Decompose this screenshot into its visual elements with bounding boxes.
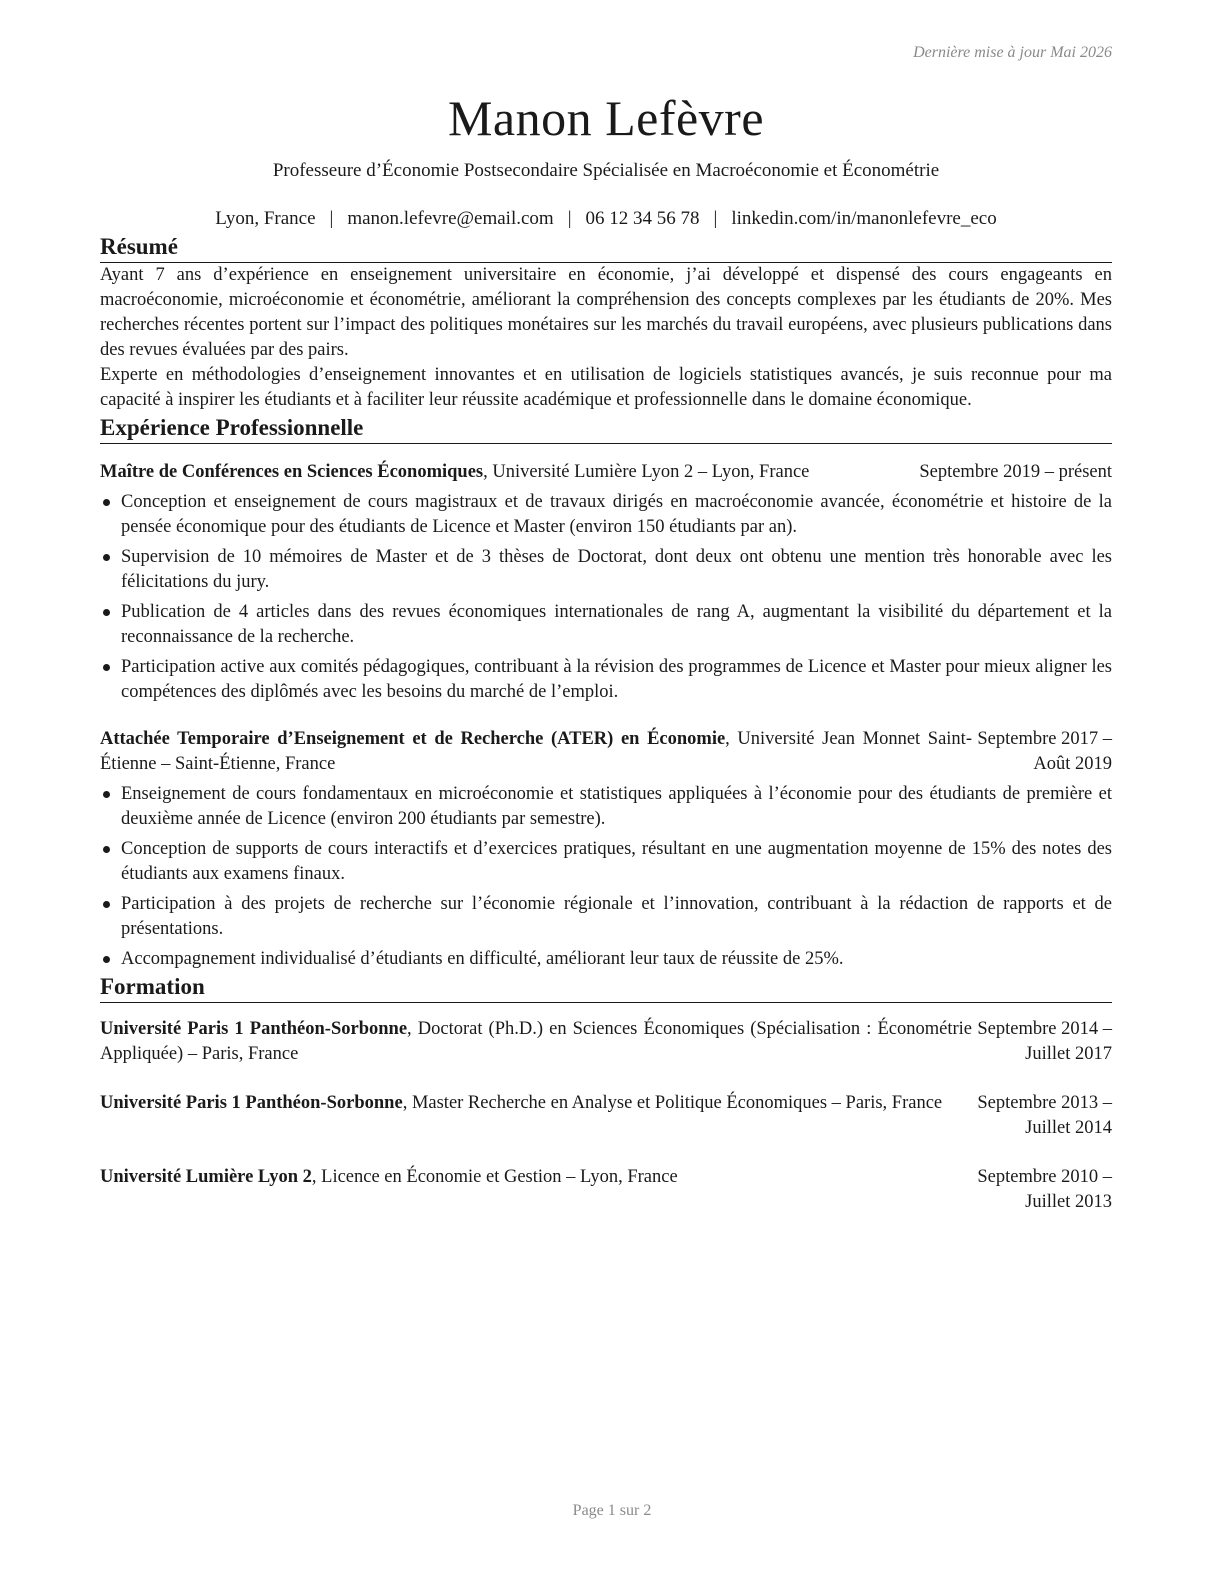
experience-title-line	[100, 727, 972, 777]
education-detail: , Doctorat (Ph.D.) en Sciences Économiques (Spécialisation : Économétrie Appliquée) – Paris, France	[100, 1019, 972, 1064]
section-title-experience: Expérience Professionnelle	[100, 413, 1112, 444]
section-title-resume: Résumé	[100, 232, 1112, 263]
last-updated: Dernière mise à jour Mai 2026	[913, 44, 1112, 61]
education-dates: Septembre 2014 – Juillet 2017	[977, 1019, 1112, 1064]
experience-header	[100, 460, 1112, 485]
contact-separator: |	[567, 208, 572, 229]
experience-role: Maître de Conférences en Sciences Économiques	[100, 462, 484, 482]
contact-separator: |	[713, 208, 718, 229]
bullet-item: Conception de supports de cours interactifs et d’exercices pratiques, résultant en une augmentation moyenne de 15% des notes des étudiants aux examens finaux.	[100, 837, 1112, 887]
bullet-item: Conception et enseignement de cours magistraux et de travaux dirigés en macroéconomie avancée, économétrie et histoire de la pensée économique pour des étudiants de Licence et Master (environ 150 étudiants par an).	[100, 490, 1112, 540]
education-title-line	[100, 1165, 972, 1190]
experience-place: , Université Lumière Lyon 2 – Lyon, France	[483, 462, 810, 482]
contact-phone: 06 12 34 56 78	[585, 208, 700, 229]
section-title-formation: Formation	[100, 972, 1112, 1003]
education-dates: Septembre 2013 – Juillet 2014	[977, 1093, 1112, 1138]
candidate-subtitle: Professeure d’Économie Postsecondaire Spécialisée en Macroéconomie et Économétrie	[272, 160, 940, 181]
education-school: Université Lumière Lyon 2	[100, 1167, 312, 1187]
contact-separator: |	[329, 208, 334, 229]
education-entry	[100, 1091, 1112, 1141]
experience-title-line	[100, 460, 876, 485]
education-school: Université Paris 1 Panthéon-Sorbonne	[100, 1019, 408, 1039]
experience-entry	[100, 727, 1112, 972]
education-entry	[100, 1165, 1112, 1215]
experience-role: Attachée Temporaire d’Enseignement et de Recherche (ATER) en Économie	[100, 729, 726, 749]
resume-paragraph: Ayant 7 ans d’expérience en enseignement universitaire en économie, j’ai développé et dispensé des cours engageants en macroéconomie, microéconomie et économétrie, améliorant la compréhension des concepts complexes par les étudiants de 20%. Mes recherches récentes portent sur l’impact des politiques monétaires sur les marchés du travail européens, avec plusieurs publications dans des revues évaluées par des pairs.	[100, 265, 1112, 360]
experience-dates: Septembre 2017 – Août 2019	[977, 729, 1112, 774]
bullet-item: Accompagnement individualisé d’étudiants en difficulté, améliorant leur taux de réussite de 25%.	[100, 947, 1112, 972]
candidate-name: Manon Lefèvre	[447, 90, 765, 146]
contact-location: Lyon, France	[215, 208, 316, 229]
bullet-item: Enseignement de cours fondamentaux en microéconomie et statistiques appliquées à l’économie pour des étudiants de première et deuxième année de Licence (environ 200 étudiants par semestre).	[100, 782, 1112, 832]
resume-paragraph: Experte en méthodologies d’enseignement innovantes et en utilisation de logiciels statistiques avancés, je suis reconnue pour ma capacité à inspirer les étudiants et à faciliter leur réussite académique et professionnelle dans le domaine économique.	[100, 365, 1112, 410]
contact-linkedin[interactable]: linkedin.com/in/manonlefevre_eco	[731, 208, 997, 229]
contact-line	[100, 206, 1112, 232]
education-title-line	[100, 1017, 972, 1067]
experience-place: , Université Jean Monnet Saint-Étienne – Saint-Étienne, France	[100, 729, 972, 774]
contact-email[interactable]: manon.lefevre@email.com	[347, 208, 554, 229]
experience-bullets	[100, 782, 1112, 972]
bullet-item: Publication de 4 articles dans des revues économiques internationales de rang A, augmentant la visibilité du département et la reconnaissance de la recherche.	[100, 600, 1112, 650]
resume-page	[100, 40, 1112, 1215]
bullet-item: Participation active aux comités pédagogiques, contribuant à la révision des programmes de Licence et Master pour mieux aligner les compétences des diplômés avec les besoins du marché de l’emploi.	[100, 655, 1112, 705]
experience-header	[100, 727, 1112, 777]
education-detail: , Master Recherche en Analyse et Politique Économiques – Paris, France	[402, 1093, 943, 1113]
experience-entry	[100, 460, 1112, 705]
education-dates: Septembre 2010 – Juillet 2013	[977, 1167, 1112, 1212]
bullet-item: Supervision de 10 mémoires de Master et de 3 thèses de Doctorat, dont deux ont obtenu une mention très honorable avec les félicitations du jury.	[100, 545, 1112, 595]
education-entry	[100, 1017, 1112, 1067]
education-school: Université Paris 1 Panthéon-Sorbonne	[100, 1093, 403, 1113]
education-title-line	[100, 1091, 972, 1116]
experience-dates: Septembre 2019 – présent	[919, 462, 1112, 482]
education-detail: , Licence en Économie et Gestion – Lyon, France	[311, 1167, 678, 1187]
experience-bullets	[100, 490, 1112, 705]
page-number: Page 1 sur 2	[572, 1502, 652, 1519]
bullet-item: Participation à des projets de recherche sur l’économie régionale et l’innovation, contribuant à la rédaction de rapports et de présentations.	[100, 892, 1112, 942]
